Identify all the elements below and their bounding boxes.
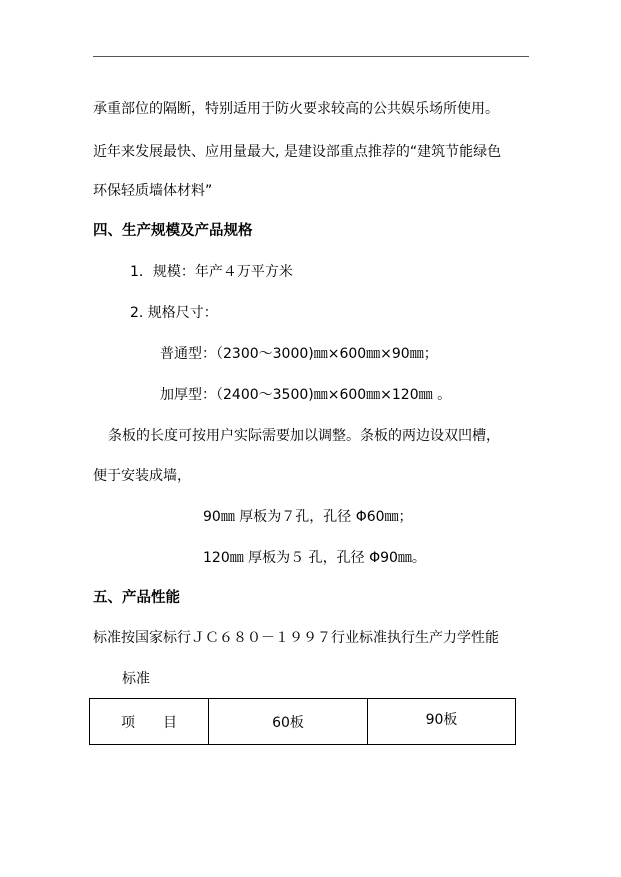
paragraph-line-3: 环保轻质墙体材料”	[93, 183, 213, 199]
length-note-line-1: 条板的长度可按用户实际需要加以调整。条板的两边设双凹槽，	[108, 428, 500, 444]
spec-normal-type: 普通型：（2300～3000)㎜×600㎜×90㎜；	[160, 346, 438, 362]
header-rule	[93, 56, 529, 57]
table-header-90-board: 90板	[367, 699, 515, 744]
section-heading-production: 四、生产规模及产品规格	[93, 223, 253, 239]
paragraph-line-1: 承重部位的隔断，特别适用于防火要求较高的公共娱乐场所使用。	[93, 101, 499, 117]
performance-table	[89, 698, 516, 745]
table-header-item: 项 目	[121, 714, 177, 731]
length-note-line-2: 便于安装成墙，	[93, 468, 191, 484]
spec-item: 2. 规格尺寸：	[130, 305, 218, 321]
paragraph-line-2: 近年来发展最快、应用量最大, 是建设部重点推荐的“建筑节能绿色	[93, 144, 502, 160]
section-heading-performance: 五、产品性能	[93, 590, 180, 606]
spec-thick-type: 加厚型：（2400～3500)㎜×600㎜×120㎜ 。	[160, 387, 452, 403]
standard-line-1: 标准按国家标行ＪＣ６８０－１９９７行业标准执行生产力学性能	[93, 630, 499, 646]
table-header-60-board: 60板	[208, 699, 367, 744]
holes-90mm: 90㎜ 厚板为７孔，孔径 Φ60㎜；	[203, 509, 413, 525]
standard-line-2: 标准	[122, 671, 150, 687]
holes-120mm: 120㎜ 厚板为５ 孔，孔径 Φ90㎜。	[203, 550, 426, 566]
scale-item: 1．规模：年产４万平方米	[130, 264, 293, 280]
